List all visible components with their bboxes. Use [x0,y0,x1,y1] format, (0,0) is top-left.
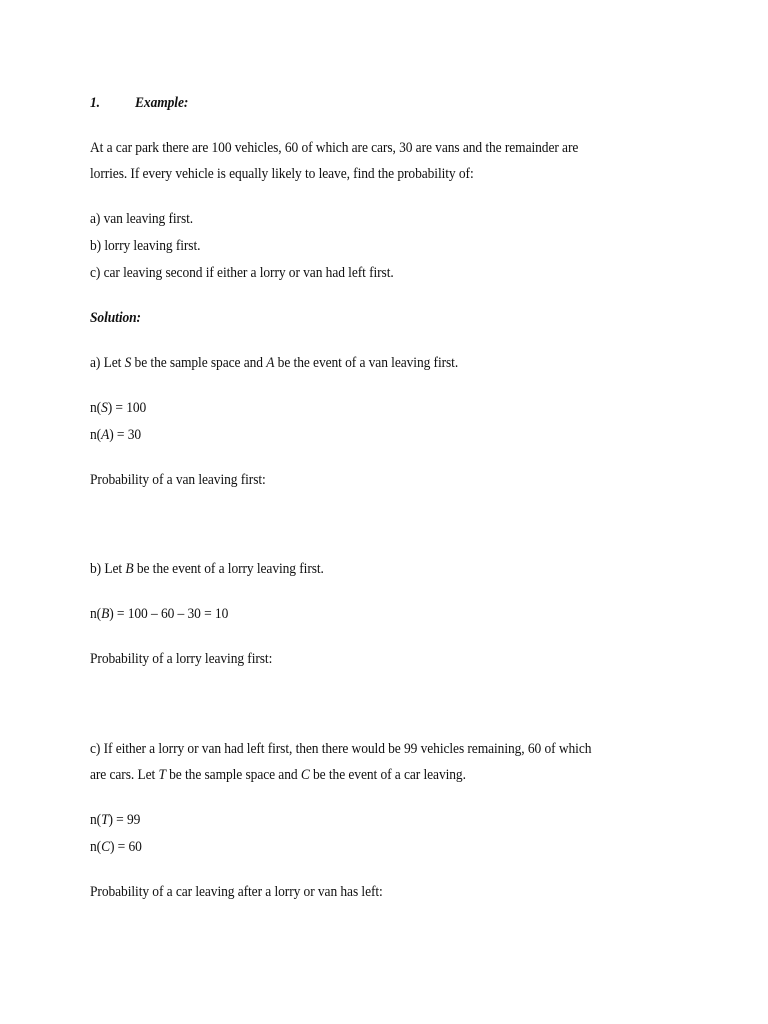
part-b-intro-text: b) Let [90,561,126,577]
equation-text: n( [90,606,102,622]
solution-heading: Solution: [90,310,141,326]
part-b-intro [90,559,324,579]
equation-text: ) = 30 [109,427,142,443]
equation-text: ) = 99 [108,812,141,828]
part-a-intro-text: be the event of a van leaving first. [274,355,459,371]
variable-t: T [158,767,166,783]
variable-c: C [300,767,310,783]
equation-text: n( [90,400,102,416]
equation-text: ) = 100 [107,400,147,416]
equation-text: ) = 60 [109,839,142,855]
equation-text: ) = 100 – 60 – 30 = 10 [109,606,229,622]
equation-text: n( [90,812,102,828]
variable-t: T [101,812,109,828]
probability-lorry-text: Probability of a lorry leaving first: [90,651,273,667]
example-heading [90,93,270,113]
variable-s: S [124,355,132,371]
part-a-intro [90,353,458,373]
variable-c: C [101,839,110,855]
equation-text: n( [90,839,102,855]
equation-text: n( [90,427,102,443]
part-c-line-1: c) If either a lorry or van had left first, then there would be 99 vehicles remaining, 60 of which [90,741,592,757]
part-a-intro-text: a) Let [90,355,125,371]
part-b-intro-text: be the event of a lorry leaving first. [133,561,324,577]
heading-label: Example: [135,95,189,111]
n-b-equation [90,604,228,624]
n-t-equation [90,810,140,830]
variable-a: A [266,355,275,371]
part-c-text: be the event of a car leaving. [309,767,466,783]
part-b-question: b) lorry leaving first. [90,238,201,254]
variable-s: S [101,400,108,416]
part-c-question: c) car leaving second if either a lorry or van had left first. [90,265,394,281]
part-c-text: are cars. Let [90,767,159,783]
n-a-equation [90,425,141,445]
part-a-question: a) van leaving first. [90,211,194,227]
probability-car-text: Probability of a car leaving after a lorry or van has left: [90,884,383,900]
part-c-text: be the sample space and [165,767,301,783]
variable-b: B [101,606,110,622]
problem-line-1: At a car park there are 100 vehicles, 60 of which are cars, 30 are vans and the remainder are [90,140,579,156]
variable-a: A [101,427,110,443]
variable-b: B [125,561,134,577]
part-c-line-2 [90,765,466,785]
part-a-intro-text: be the sample space and [131,355,267,371]
n-s-equation [90,398,146,418]
n-c-equation [90,837,142,857]
heading-number: 1. [90,95,100,111]
probability-van-text: Probability of a van leaving first: [90,472,266,488]
problem-line-2: lorries. If every vehicle is equally likely to leave, find the probability of: [90,166,474,182]
